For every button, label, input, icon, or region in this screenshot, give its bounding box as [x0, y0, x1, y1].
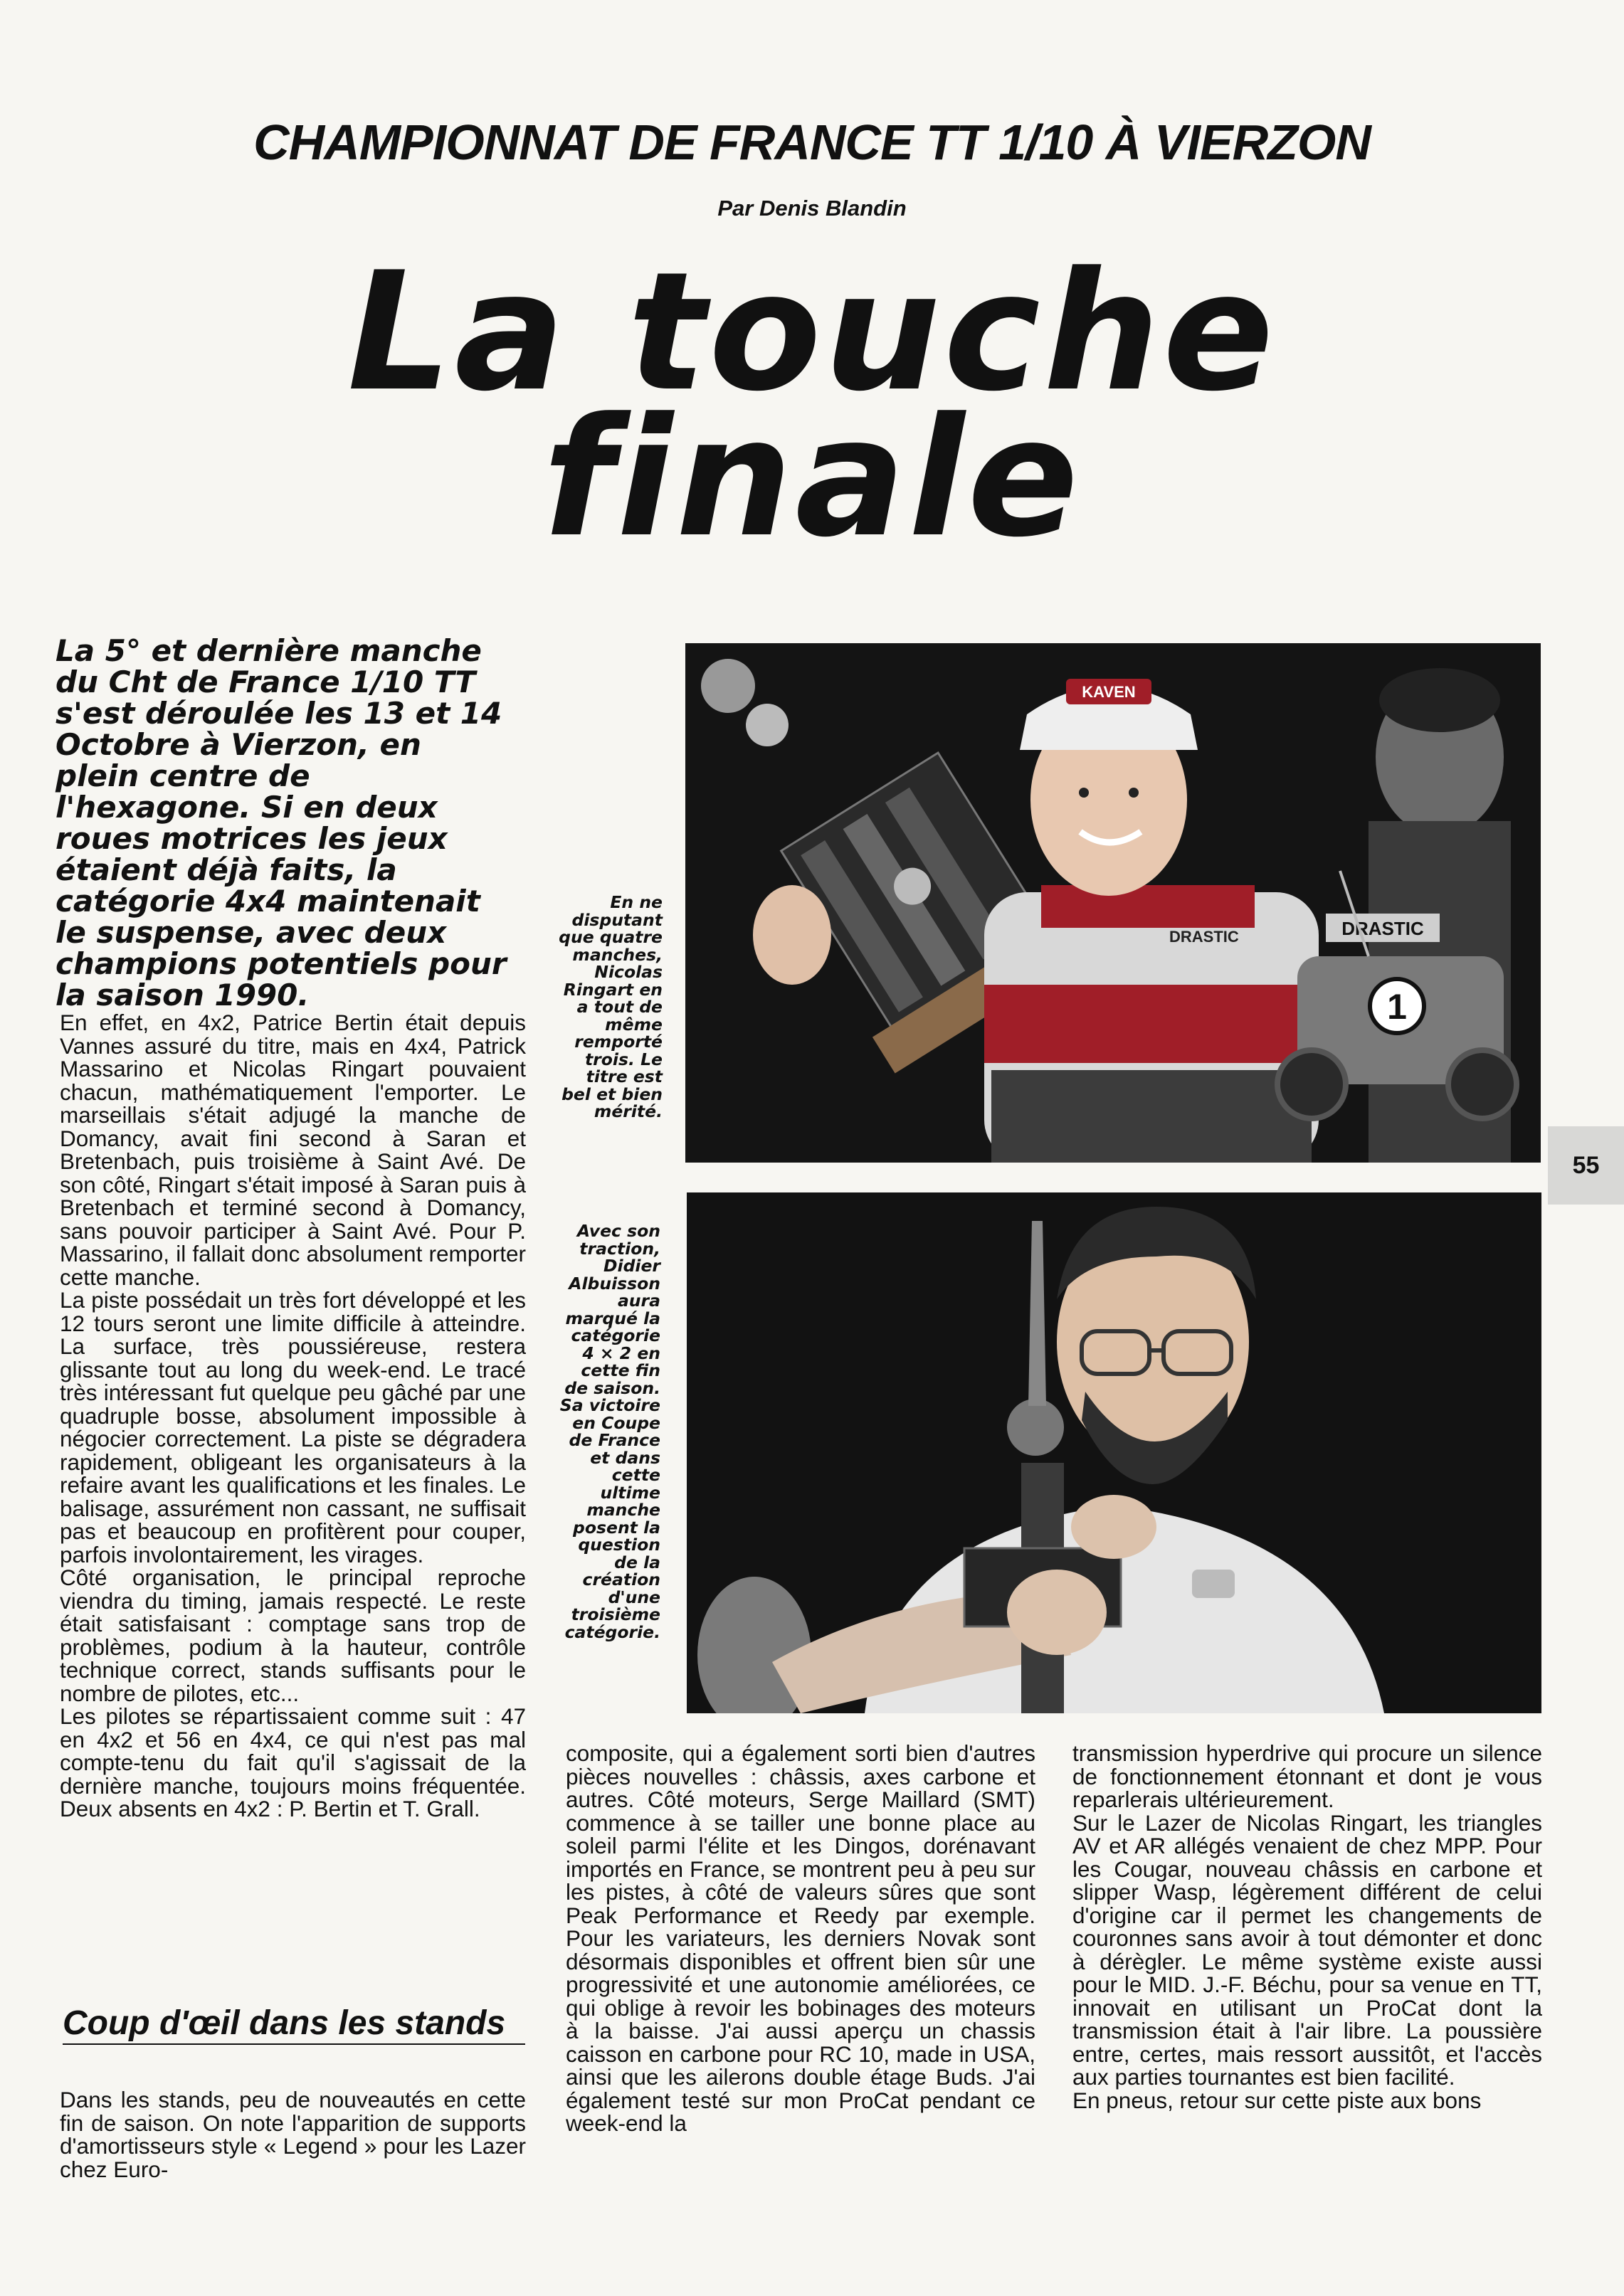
paragraph: Côté organisation, le principal reproche viendra du timing, jamais respecté. Le reste était satisfaisant : comptage sans trop de problèmes, podium à la hauteur, contrôle technique correct, stands suffisants pour le nombre de pilotes, etc...	[60, 1565, 526, 1706]
subheading: Coup d'œil dans les stands	[63, 2005, 525, 2045]
headline-line-2: finale	[542, 383, 1082, 573]
photo-albuisson-trophy	[687, 1192, 1541, 1713]
headline-line-1: La touche	[347, 238, 1277, 428]
photo-caption-1: En ne disputant que quatre manches, Nicolas Ringart en a tout de même remporté trois. Le titre est bel et bien mérité.	[559, 892, 663, 1121]
paragraph: Dans les stands, peu de nouveautés en cette fin de saison. On note l'apparition de supports d'amortisseurs style « Legend » pour les Lazer chez Euro-	[60, 2087, 526, 2182]
paragraph: La piste possédait un très fort développé et les 12 tours seront une limite difficile à atteindre. La surface, très poussiéreuse, restera glissante tout au long du week-end. Le tracé très intéressant fut quelque peu gâché par une quadruple bosse, absolument impossible à négocier correctement. La piste se dégradera rapidement, obligeant les organisateurs à la refaire avant les qualifications et les finales. Le balisage, assurément non cassant, ne suffisait pas et beaucoup en profitèrent pour couper, parfois involontairement, les virages.	[60, 1287, 526, 1567]
headline	[0, 238, 1624, 573]
page-number-tab	[1548, 1126, 1624, 1205]
left-column	[60, 1011, 526, 1821]
cap-logo-text: KAVEN	[1082, 683, 1136, 701]
banner-text: DRASTIC	[1341, 918, 1424, 939]
photo-1-illustration	[685, 643, 1541, 1163]
car-number: 1	[1387, 987, 1407, 1027]
paragraph: transmission hyperdrive qui procure un silence de fonctionnement étonnant et dont je vous reparlerais ultérieurement.	[1072, 1740, 1542, 1812]
right-column	[1072, 1742, 1542, 2112]
photo-ringart-trophy	[685, 643, 1541, 1163]
middle-column	[566, 1742, 1035, 2135]
left-column-bottom	[60, 2088, 526, 2181]
byline: Par Denis Blandin	[717, 196, 907, 221]
photo-caption-2: Avec son traction, Didier Albuisson aura marqué la catégorie 4 × 2 en cette fin de saison. Sa victoire en Coupe de France et dans cette ultime manche posent la question de la création d'une troisième catégorie.	[559, 1221, 660, 1642]
paragraph: En pneus, retour sur cette piste aux bons	[1072, 2087, 1482, 2113]
section-title: CHAMPIONNAT DE FRANCE TT 1/10 À VIERZON	[253, 115, 1371, 170]
photo-2-illustration	[687, 1192, 1541, 1713]
paragraph: En effet, en 4x2, Patrice Bertin était depuis Vannes assuré du titre, mais en 4x4, Patrick Massarino et Nicolas Ringart pouvaient chacun, mathématiquement l'emporter. Le marseillais s'était adjugé la manche de Domancy, avait fini second à Saran et Bretenbach, puis troisième à Saint Avé. De son côté, Ringart s'était imposé à Saran puis à Bretenbach et terminé second à Domancy, sans pouvoir participer à Saint Avé. Pour P. Massarino, il fallait donc absolument remporter cette manche.	[60, 1010, 526, 1290]
paragraph: Sur le Lazer de Nicolas Ringart, les triangles AV et AR allégés venaient de chez MPP. Pour les Cougar, nouveau châssis en carbone et slipper Wasp, légèrement différent de celui d'origine car il permet les changements de couronnes sans avoir à tout démonter et donc à dérègler. Le même système existe aussi pour le MID. J.-F. Béchu, pour sa venue en TT, innovait en utilisant un ProCat dont la transmission était à l'air libre. La poussière entre, certes, mais ressort aussitôt, et l'accès aux parties tournantes est bien facilité.	[1072, 1809, 1542, 2090]
paragraph: composite, qui a également sorti bien d'autres pièces nouvelles : châssis, axes carbone et autres. Côté moteurs, Serge Maillard (SMT) commence à se tailler une bonne place au soleil parmi l'élite et les Dingos, dorénavant importés en France, se montrent peu à peu sur les pistes, à côté de valeurs sûres que sont Peak Performance et Reedy par exemple. Pour les variateurs, les derniers Novak sont désormais disponibles et offrent bien sûr une progressivité et une autonomie améliorées, ce qui oblige à revoir les bobinages des moteurs à la baisse. J'ai aussi aperçu un chassis caisson en carbone pour RC 10, made in USA, ainsi que les ailerons double étage Buds. J'ai également testé sur mon ProCat pendant ce week-end la	[566, 1740, 1035, 2136]
paragraph: Les pilotes se répartissaient comme suit : 47 en 4x2 et 56 en 4x4, ce qui n'est pas mal compte-tenu du fait qu'il s'agissait de la dernière manche, toujours moins fréquentée. Deux absents en 4x2 : P. Bertin et T. Grall.	[60, 1703, 526, 1821]
page-number: 55	[1572, 1151, 1600, 1179]
lead-paragraph: La 5° et dernière manche du Cht de France 1/10 TT s'est déroulée les 13 et 14 Octobre à Vierzon, en plein centre de l'hexagone. Si en deux roues motrices les jeux étaient déjà faits, la catégorie 4x4 maintenait le suspense, avec deux champions potentiels pour la saison 1990.	[56, 633, 507, 1012]
shirt-logo-text: DRASTIC	[1169, 928, 1239, 946]
